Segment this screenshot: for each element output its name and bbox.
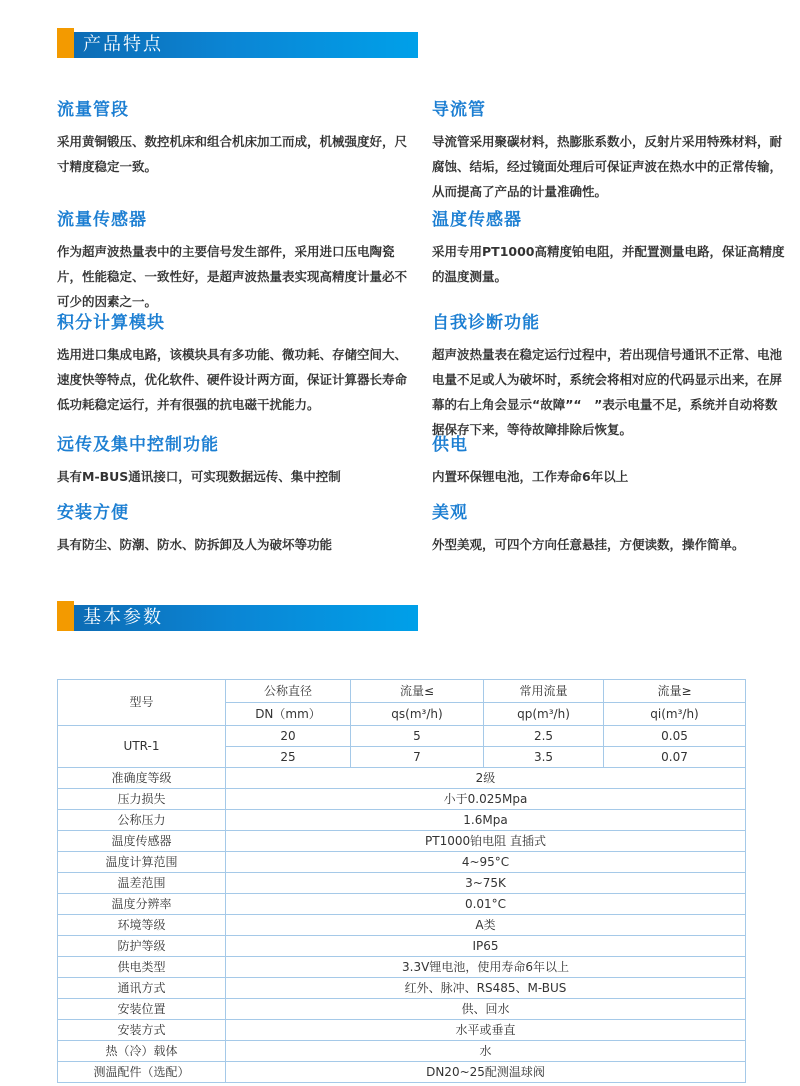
spec-value: 3~75K xyxy=(226,873,746,894)
spec-label: 温度计算范围 xyxy=(58,852,226,873)
spec-label: 环境等级 xyxy=(58,915,226,936)
table-cell: 20 xyxy=(226,726,351,747)
table-row xyxy=(58,978,746,999)
feature-title: 自我诊断功能 xyxy=(432,313,540,333)
feature-body: 外型美观，可四个方向任意悬挂，方便读数，操作简单。 xyxy=(432,537,745,552)
feature-body: 内置环保锂电池，工作寿命6年以上 xyxy=(432,469,629,484)
feature-body: 作为超声波热量表中的主要信号发生部件，采用进口压电陶瓷片，性能稳定、一致性好，是超声波热量表实现高精度计量必不可少的因素之一。 xyxy=(57,244,408,309)
feature-section-flow-pipe xyxy=(57,95,407,205)
table-cell: 0.05 xyxy=(604,726,746,747)
features-grid xyxy=(57,95,785,557)
table-cell: 2.5 xyxy=(484,726,604,747)
spec-label: 温度分辨率 xyxy=(58,894,226,915)
feature-title: 温度传感器 xyxy=(432,210,522,230)
spec-label: 防护等级 xyxy=(58,936,226,957)
spec-label: 温差范围 xyxy=(58,873,226,894)
spec-value: 1.6Mpa xyxy=(226,810,746,831)
header-qi-unit: qi(m³/h) xyxy=(604,703,746,726)
table-row xyxy=(58,873,746,894)
table-cell: 3.5 xyxy=(484,747,604,768)
product-features-banner xyxy=(57,32,418,58)
spec-label: 测温配件（选配） xyxy=(58,1062,226,1083)
spec-label: 热（冷）载体 xyxy=(58,1041,226,1062)
spec-value: PT1000铂电阻 直插式 xyxy=(226,831,746,852)
feature-section-easy-install xyxy=(57,498,407,557)
header-dn-unit: DN（mm） xyxy=(226,703,351,726)
feature-section-flow-sensor xyxy=(57,205,407,308)
table-row xyxy=(58,957,746,978)
table-row xyxy=(58,852,746,873)
spec-value: 4~95°C xyxy=(226,852,746,873)
section-title-basic-params: 基本参数 xyxy=(83,607,163,628)
feature-body: 选用进口集成电路，该模块具有多功能、微功耗、存储空间大、速度快等特点，优化软件、硬件设计两方面，保证计算器长寿命低功耗稳定运行，并有很强的抗电磁干扰能力。 xyxy=(57,347,408,412)
spec-value: 2级 xyxy=(226,768,746,789)
header-nominal-diameter: 公称直径 xyxy=(226,680,351,703)
cell-model-name: UTR-1 xyxy=(58,726,226,768)
feature-body: 采用专用PT1000高精度铂电阻，并配置测量电路，保证高精度的温度测量。 xyxy=(432,244,785,284)
header-common-flow: 常用流量 xyxy=(484,680,604,703)
feature-title: 供电 xyxy=(432,435,468,455)
basic-params-banner xyxy=(57,605,418,631)
table-row xyxy=(58,831,746,852)
params-table xyxy=(57,679,746,1083)
feature-title: 远传及集中控制功能 xyxy=(57,435,219,455)
feature-body: 具有M-BUS通讯接口，可实现数据远传、集中控制 xyxy=(57,469,341,484)
header-qs-unit: qs(m³/h) xyxy=(351,703,484,726)
table-row xyxy=(58,894,746,915)
feature-body: 超声波热量表在稳定运行过程中，若出现信号通讯不正常、电池电量不足或人为破坏时，系统会将相对应的代码显示出来，在屏幕的右上角会显示“故障”“ ”表示电量不足，系统并自动将数据保存下来，等待故障排除后恢复。 xyxy=(432,347,783,437)
table-row-model-dn20 xyxy=(58,726,746,747)
feature-body: 导流管采用聚碳材料，热膨胀系数小，反射片采用特殊材料，耐腐蚀、结垢，经过镜面处理后可保证声波在热水中的正常传输，从而提高了产品的计量准确性。 xyxy=(432,134,783,199)
feature-title: 积分计算模块 xyxy=(57,313,165,333)
table-cell: 5 xyxy=(351,726,484,747)
spec-label: 安装方式 xyxy=(58,1020,226,1041)
feature-section-integral-module xyxy=(57,308,407,430)
spec-value: 水平或垂直 xyxy=(226,1020,746,1041)
spec-label: 温度传感器 xyxy=(58,831,226,852)
header-qp-unit: qp(m³/h) xyxy=(484,703,604,726)
table-row xyxy=(58,768,746,789)
feature-section-temp-sensor xyxy=(432,205,785,308)
table-header-row-1 xyxy=(58,680,746,703)
table-row xyxy=(58,999,746,1020)
spec-value: 小于0.025Mpa xyxy=(226,789,746,810)
spec-label: 准确度等级 xyxy=(58,768,226,789)
table-row xyxy=(58,915,746,936)
table-cell: 0.07 xyxy=(604,747,746,768)
spec-value: A类 xyxy=(226,915,746,936)
feature-section-appearance xyxy=(432,498,785,557)
spec-label: 公称压力 xyxy=(58,810,226,831)
feature-title: 流量管段 xyxy=(57,100,129,120)
feature-title: 安装方便 xyxy=(57,503,129,523)
spec-value: 红外、脉冲、RS485、M-BUS xyxy=(226,978,746,999)
spec-value: 水 xyxy=(226,1041,746,1062)
table-row xyxy=(58,1041,746,1062)
header-flow-min: 流量≥ xyxy=(604,680,746,703)
feature-body: 采用黄铜锻压、数控机床和组合机床加工而成，机械强度好，尺寸精度稳定一致。 xyxy=(57,134,408,174)
feature-section-power-supply xyxy=(432,430,785,498)
table-cell: 25 xyxy=(226,747,351,768)
header-model: 型号 xyxy=(58,680,226,726)
table-row xyxy=(58,936,746,957)
spec-label: 压力损失 xyxy=(58,789,226,810)
spec-value: 0.01°C xyxy=(226,894,746,915)
table-row xyxy=(58,810,746,831)
spec-value: 供、回水 xyxy=(226,999,746,1020)
table-row xyxy=(58,789,746,810)
feature-section-remote-control xyxy=(57,430,407,498)
feature-body: 具有防尘、防潮、防水、防拆卸及人为破坏等功能 xyxy=(57,537,333,552)
spec-label: 供电类型 xyxy=(58,957,226,978)
table-cell: 7 xyxy=(351,747,484,768)
spec-label: 安装位置 xyxy=(58,999,226,1020)
spec-value: IP65 xyxy=(226,936,746,957)
feature-section-self-diagnosis xyxy=(432,308,785,437)
header-flow-max: 流量≤ xyxy=(351,680,484,703)
page-content xyxy=(57,32,785,1083)
spec-value: 3.3V锂电池，使用寿命6年以上 xyxy=(226,957,746,978)
feature-section-guide-tube xyxy=(432,95,785,205)
section-title-product-features: 产品特点 xyxy=(83,34,163,55)
table-row xyxy=(58,1020,746,1041)
feature-title: 流量传感器 xyxy=(57,210,147,230)
spec-label: 通讯方式 xyxy=(58,978,226,999)
feature-title: 导流管 xyxy=(432,100,486,120)
spec-value: DN20~25配测温球阀 xyxy=(226,1062,746,1083)
table-row xyxy=(58,1062,746,1083)
feature-title: 美观 xyxy=(432,503,468,523)
